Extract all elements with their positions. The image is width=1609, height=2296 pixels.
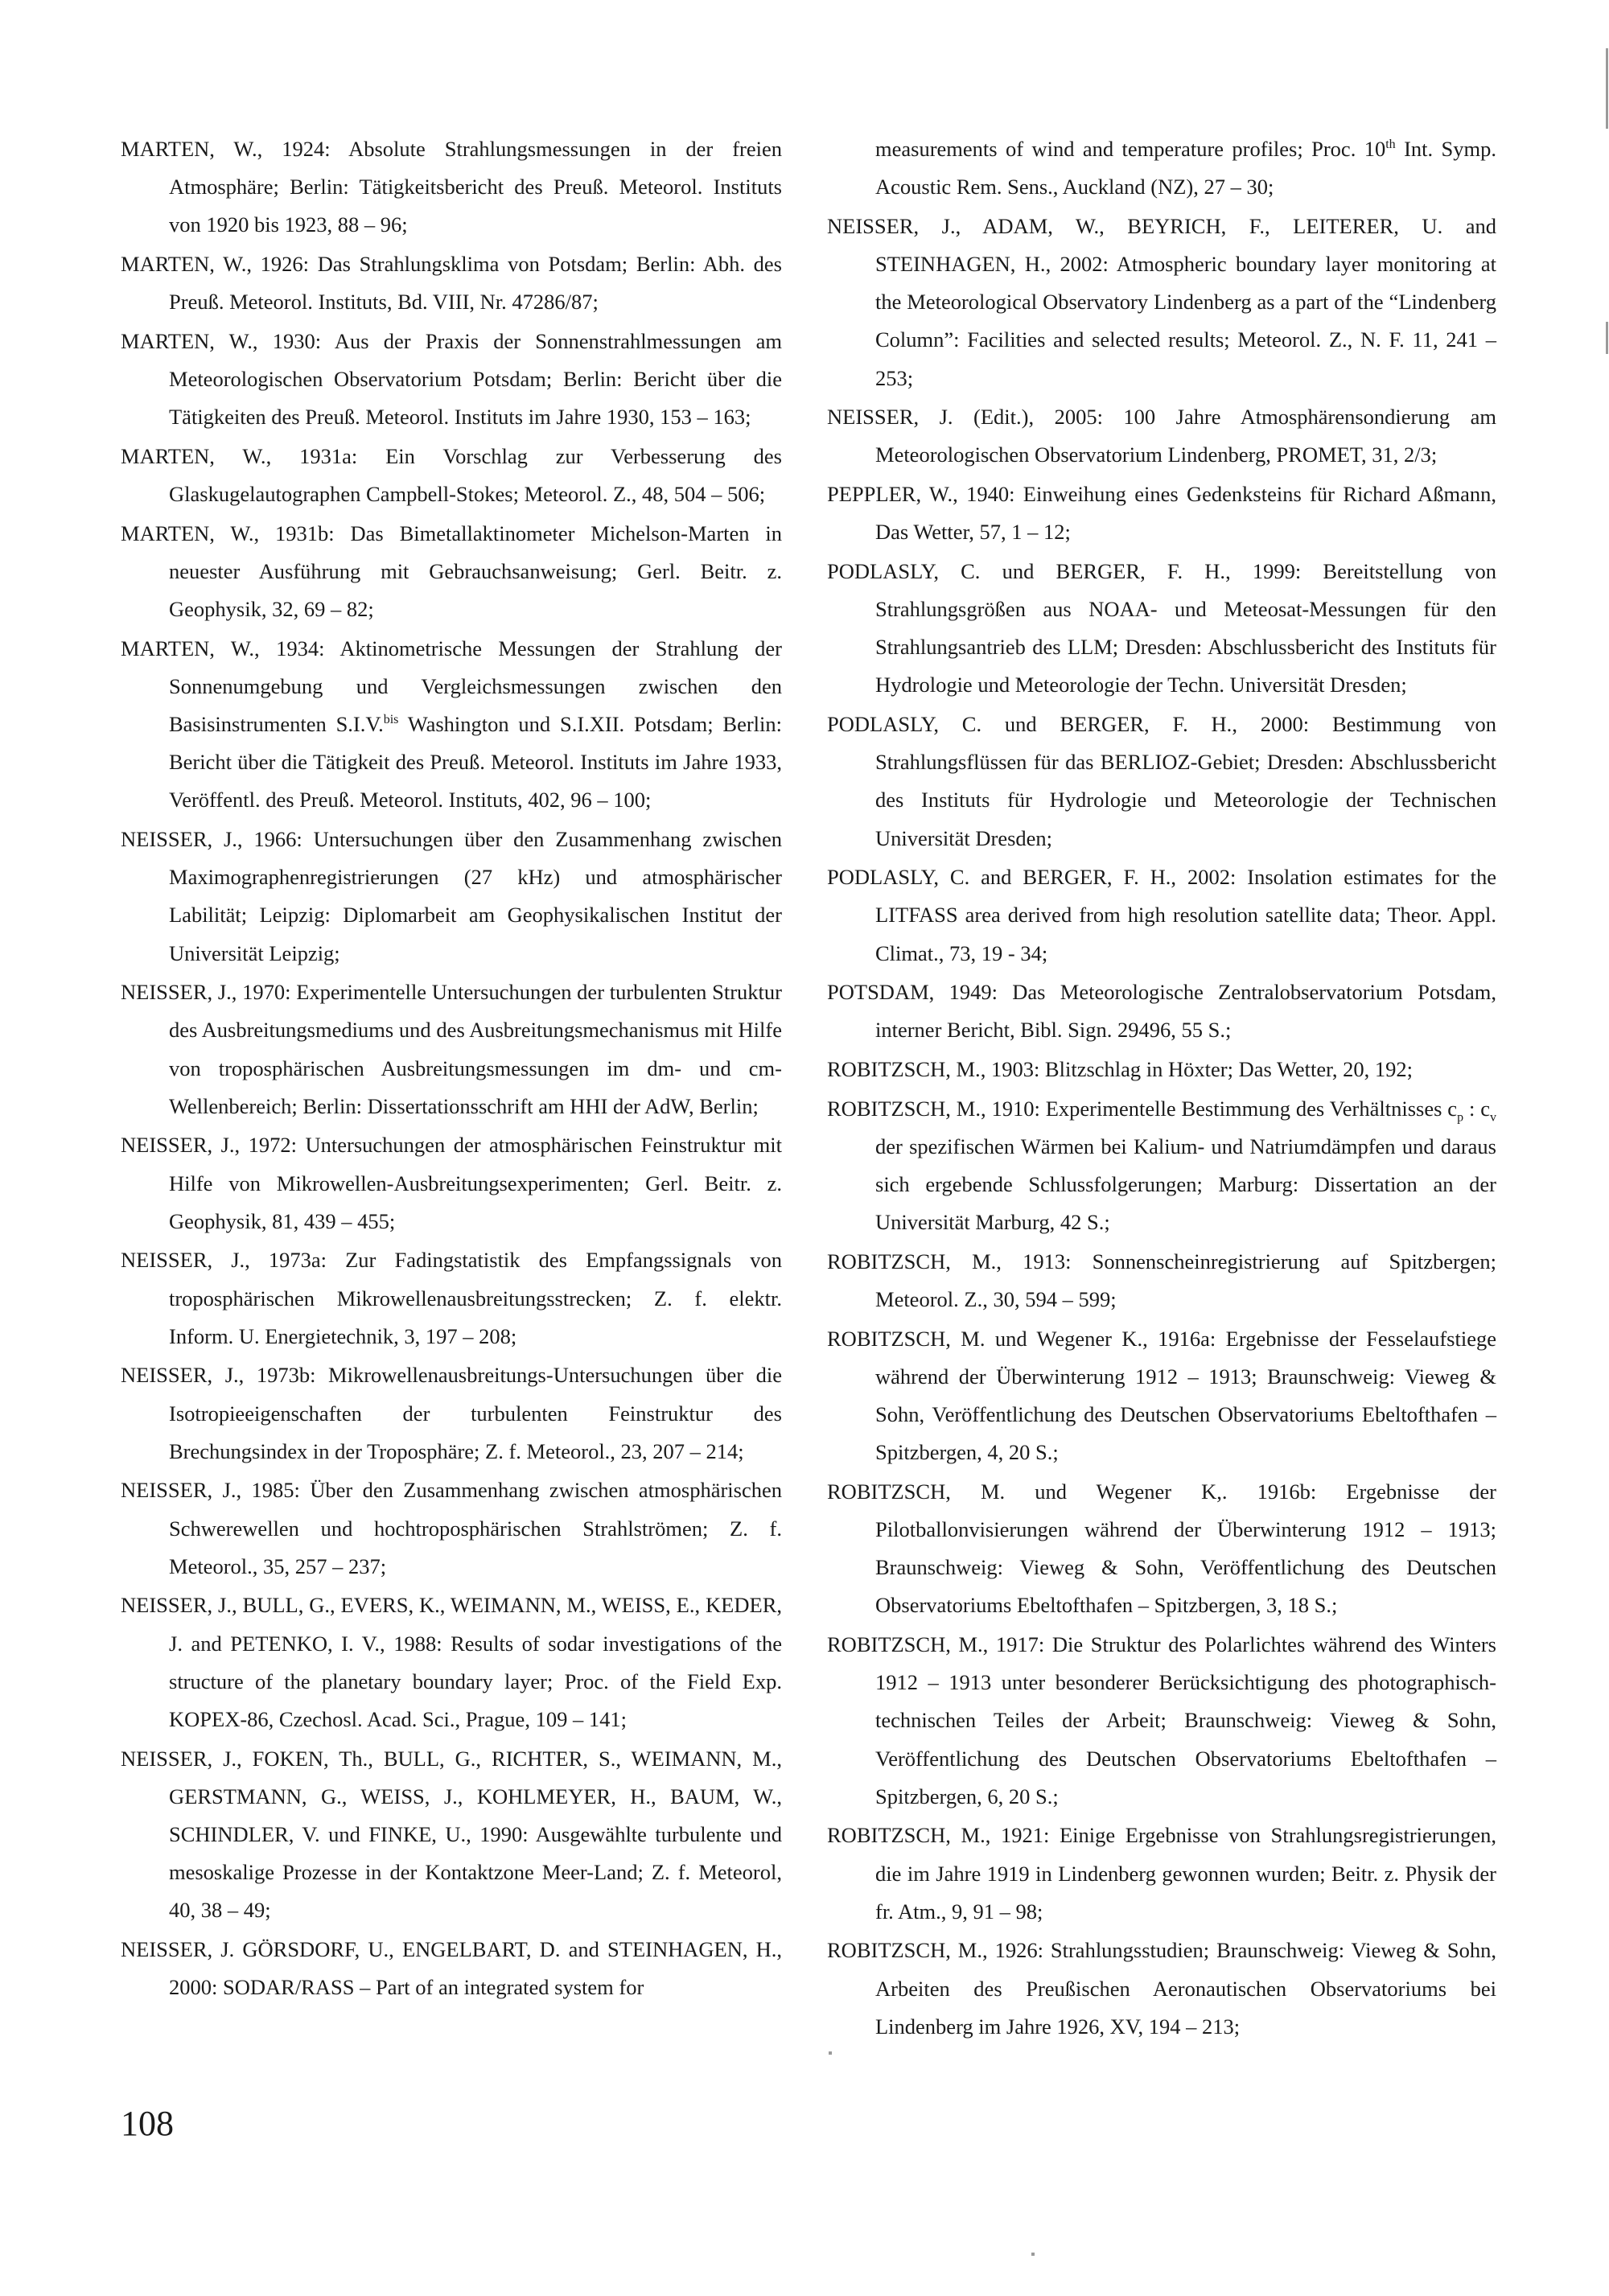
reference-entry: ROBITZSCH, M., 1913: Sonnenscheinregistrierung auf Spitzbergen; Meteorol. Z., 30, 594 – 599; — [827, 1249, 1496, 1311]
reference-entry: POTSDAM, 1949: Das Meteorologische Zentralobservatorium Potsdam, interner Bericht, Bibl. Sign. 29496, 55 S.; — [827, 980, 1496, 1043]
reference-entry: MARTEN, W., 1934: Aktinometrische Messungen der Strahlung der Sonnenumgebung und Vergleichsmessungen zwischen den Basisinstrumenten S.I.V.$^{bis}$ Washington und S.I.XII. Potsdam; Berlin: Bericht über die Tätigkeit des Preuß. Meteorol. Instituts im Jahre 1933, Veröffentl. des Preuß. Meteorol. Instituts, 402, 96 – 100; — [121, 636, 782, 813]
reference-entry: NEISSER, J. (Edit.), 2005: 100 Jahre Atmosphärensondierung am Meteorologischen Observatorium Lindenberg, PROMET, 31, 2/3; — [827, 405, 1496, 467]
reference-entry: MARTEN, W., 1931a: Ein Vorschlag zur Verbesserung des Glaskugelautographen Campbell-Stokes; Meteorol. Z., 48, 504 – 506; — [121, 443, 782, 506]
reference-entry: NEISSER, J., BULL, G., EVERS, K., WEIMANN, M., WEISS, E., KEDER, J. and PETENKO, I. V., 1988: Results of sodar investigations of the structure of the planetary boundary layer; Proc. of the Field Exp. KOPEX-86, Czechosl. Acad. Sci., Prague, 109 – 141; — [121, 1593, 782, 1732]
reference-entry: ROBITZSCH, M., 1903: Blitzschlag in Höxter; Das Wetter, 20, 192; — [827, 1057, 1413, 1081]
reference-entry: PODLASLY, C. und BERGER, F. H., 2000: Bestimmung von Strahlungsflüssen für das BERLIOZ-Gebiet; Dresden: Abschlussbericht des Instituts für Hydrologie und Meteorologie der Technischen Universität Dresden; — [827, 712, 1496, 850]
reference-entry: PODLASLY, C. und BERGER, F. H., 1999: Bereitstellung von Strahlungsgrößen aus NOAA- und Meteosat-Messungen für den Strahlungsantrieb des LLM; Dresden: Abschlussbericht des Instituts für Hydrologie und Meteorologie der Techn. Universität Dresden; — [827, 558, 1496, 697]
reference-entry: PEPPLER, W., 1940: Einweihung eines Gedenksteins für Richard Aßmann, Das Wetter, 57, 1 – 12; — [827, 482, 1496, 545]
reference-entry: NEISSER, J., 1972: Untersuchungen der atmosphärischen Feinstruktur mit Hilfe von Mikrowellen-Ausbreitungsexperimenten; Gerl. Beitr. z. Geophysik, 81, 439 – 455; — [121, 1133, 782, 1233]
reference-entry: ROBITZSCH, M. und Wegener K,. 1916b: Ergebnisse der Pilotballonvisierungen während der Überwinterung 1912 – 1913; Braunschweig: Vieweg & Sohn, Veröffentlichung des Deutschen Observatoriums Ebeltofthafen – Spitzbergen, 3, 18 S.; — [827, 1479, 1496, 1618]
reference-entry: MARTEN, W., 1930: Aus der Praxis der Sonnenstrahlmessungen am Meteorologischen Observatorium Potsdam; Berlin: Bericht über die Tätigkeiten des Preuß. Meteorol. Instituts im Jahre 1930, 153 – 163; — [121, 328, 782, 430]
reference-entry: ROBITZSCH, M., 1917: Die Struktur des Polarlichtes während des Winters 1912 – 1913 unter besonderer Berücksichtigung des photographisch-technischen Teiles der Arbeit; Braunschweig: Vieweg & Sohn, Veröffentlichung des Deutschen Observatoriums Ebeltofthafen – Spitzbergen, 6, 20 S.; — [827, 1632, 1496, 1808]
reference-entry: NEISSER, J., 1966: Untersuchungen über den Zusammenhang zwischen Maximographenregistrierungen (27 kHz) und atmosphärischer Labilität; Leipzig: Diplomarbeit am Geophysikalischen Institut der Universität Leipzig; — [121, 827, 782, 965]
reference-entry: NEISSER, J., 1973b: Mikrowellenausbreitungs-Untersuchungen über die Isotropieeigenschaften der turbulenten Feinstruktur des Brechungsindex in der Troposphäre; Z. f. Meteorol., 23, 207 – 214; — [121, 1363, 782, 1463]
scan-mark — [1606, 48, 1608, 129]
reference-entry: NEISSER, J., FOKEN, Th., BULL, G., RICHTER, S., WEIMANN, M., GERSTMANN, G., WEISS, J., KOHLMEYER, H., BAUM, W., SCHINDLER, V. und FINKE, U., 1990: Ausgewählte turbulente und mesoskalige Prozesse in der Kontaktzone Meer-Land; Z. f. Meteorol, 40, 38 – 49; — [121, 1746, 783, 1923]
scan-mark — [829, 2051, 832, 2055]
reference-column-left — [121, 130, 782, 2008]
reference-entry: ROBITZSCH, M., 1926: Strahlungsstudien; Braunschweig: Vieweg & Sohn, Arbeiten des Preußischen Aeronautischen Observatoriums bei Lindenberg im Jahre 1926, XV, 194 – 213; — [827, 1938, 1496, 2039]
reference-entry: NEISSER, J. GÖRSDORF, U., ENGELBART, D. and STEINHAGEN, H., 2000: SODAR/RASS – Part of an integrated system for — [121, 1937, 782, 2000]
reference-entry: ROBITZSCH, M., 1910: Experimentelle Bestimmung des Verhältnisses $c_p$ : $c_v$ der spezifischen Wärmen bei Kalium- und Natriumdämpfen und daraus sich ergebende Schlussfolgerungen; Marburg: Dissertation an der Universität Marburg, 42 S.; — [827, 1096, 1496, 1235]
reference-entry: PODLASLY, C. and BERGER, F. H., 2002: Insolation estimates for the LITFASS area derived from high resolution satellite data; Theor. Appl. Climat., 73, 19 - 34; — [827, 865, 1496, 965]
scan-mark — [1031, 2253, 1035, 2256]
reference-entry: ROBITZSCH, M. und Wegener K., 1916a: Ergebnisse der Fesselaufstiege während der Überwinterung 1912 – 1913; Braunschweig: Vieweg & Sohn, Veröffentlichung des Deutschen Observatoriums Ebeltofthafen – Spitzbergen, 4, 20 S.; — [827, 1326, 1496, 1465]
page-number: 108 — [121, 2104, 174, 2143]
reference-entry: NEISSER, J., 1970: Experimentelle Untersuchungen der turbulenten Struktur des Ausbreitungsmediums und des Ausbreitungsmechanismus mit Hilfe von troposphärischen Ausbreitungsmessungen im dm- und cm-Wellenbereich; Berlin: Dissertationsschrift am HHI der AdW, Berlin; — [121, 980, 782, 1118]
reference-entry: MARTEN, W., 1926: Das Strahlungsklima von Potsdam; Berlin: Abh. des Preuß. Meteorol. Instituts, Bd. VIII, Nr. 47286/87; — [121, 252, 782, 315]
reference-entry: MARTEN, W., 1924: Absolute Strahlungsmessungen in der freien Atmosphäre; Berlin: Tätigkeitsbericht des Preuß. Meteorol. Instituts von 1920 bis 1923, 88 – 96; — [121, 137, 782, 237]
scan-mark — [1606, 322, 1608, 354]
reference-entry: NEISSER, J., 1985: Über den Zusammenhang zwischen atmosphärischen Schwerewellen und hochtroposphärischen Strahlströmen; Z. f. Meteorol., 35, 257 – 237; — [121, 1478, 782, 1578]
reference-entry: ROBITZSCH, M., 1921: Einige Ergebnisse von Strahlungsregistrierungen, die im Jahre 1919 in Lindenberg gewonnen wurden; Beitr. z. Physik der fr. Atm., 9, 91 – 98; — [827, 1823, 1496, 1924]
reference-continuation: measurements of wind and temperature profiles; Proc. 10th Int. Symp. Acoustic Rem. Sens., Auckland (NZ), 27 – 30; — [875, 137, 1496, 200]
reference-entry: MARTEN, W., 1931b: Das Bimetallaktinometer Michelson-Marten in neuester Ausführung mit Gebrauchsanweisung; Gerl. Beitr. z. Geophysik, 32, 69 – 82; — [121, 521, 783, 621]
reference-column-right — [827, 130, 1496, 2047]
reference-entry: NEISSER, J., ADAM, W., BEYRICH, F., LEITERER, U. and STEINHAGEN, H., 2002: Atmospheric boundary layer monitoring at the Meteorological Observatory Lindenberg as a part of the “Lindenberg Column”: Facilities and selected results; Meteorol. Z., N. F. 11, 241 – 253; — [827, 213, 1497, 390]
reference-entry: NEISSER, J., 1973a: Zur Fadingstatistik des Empfangssignals von troposphärischen Mikrowellenausbreitungsstrecken; Z. f. elektr. Inform. U. Energietechnik, 3, 197 – 208; — [121, 1248, 782, 1348]
